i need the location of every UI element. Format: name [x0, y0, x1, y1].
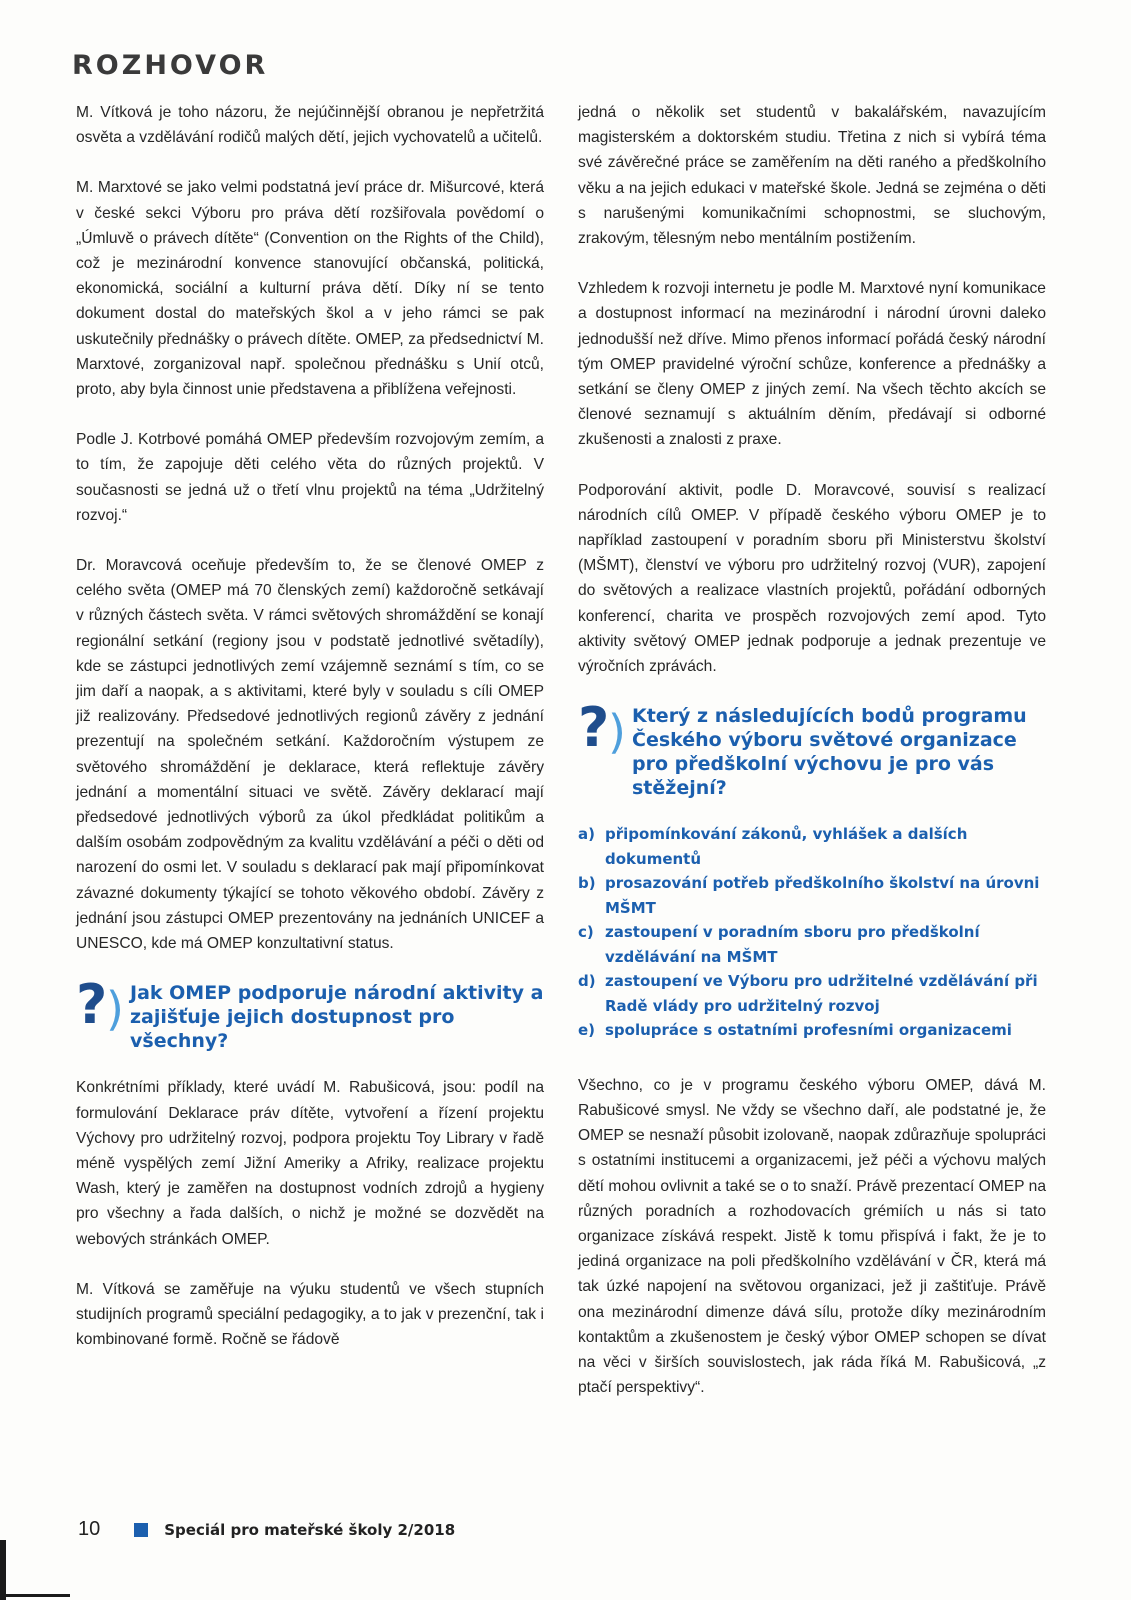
- right-column: [578, 100, 1046, 1425]
- option-letter: b): [578, 874, 596, 893]
- bracket-icon: ): [608, 705, 626, 760]
- option-text: zastoupení ve Výboru pro udržitelné vzdělávání při Radě vlády pro udržitelný rozvoj: [605, 972, 1038, 1015]
- paragraph: Konkrétními příklady, které uvádí M. Rabušicová, jsou: podíl na formulování Deklarace práv dítěte, vytvoření a řízení projektu Výchovy pro udržitelný rozvoj, podpora projektu Toy Library v řadě méně vyspělých zemí Jižní Ameriky a Afriky, realizace projektu Wash, který je zaměřen na dostupnost vodních zdrojů a hygieny pro všechny a řada dalších, o nichž je možné se dozvědět na webových stránkách OMEP.: [76, 1079, 544, 1248]
- question-heading: Který z následujících bodů programu Českého výboru světové organizace pro předškolní výchovu je pro vás stěžejní?: [632, 705, 1027, 800]
- option-letter: d): [578, 972, 596, 991]
- left-column: [76, 100, 544, 1377]
- option-text: spolupráce s ostatními profesními organizacemi: [605, 1021, 1012, 1040]
- question-block: [578, 696, 1046, 800]
- list-item: [578, 920, 1046, 969]
- list-item: [578, 871, 1046, 920]
- list-item: [578, 969, 1046, 1018]
- scan-edge: [0, 1594, 70, 1597]
- list-item: [578, 1018, 1046, 1043]
- question-mark-icon: ?: [76, 973, 108, 1037]
- paragraph: Podporování aktivit, podle D. Moravcové, souvisí s realizací národních cílů OMEP. V případě českého výboru OMEP je to například zastoupení v poradním sboru při Ministerstvu školství (MŠMT), členství ve výboru pro udržitelný rozvoj (VUR), zapojení do světových a realizace vlastních projektů, pořádání odborných konferencí, charita ve prospěch rozvojových zemí apod. Tyto aktivity světový OMEP jednak podporuje a jednak prezentuje ve výročních zprávách.: [578, 481, 1046, 676]
- page-footer: [78, 1518, 455, 1541]
- option-text: zastoupení v poradním sboru pro předškolní vzdělávání na MŠMT: [605, 923, 980, 966]
- option-text: připomínkování zákonů, vyhlášek a dalších dokumentů: [605, 825, 968, 868]
- scan-edge: [0, 1540, 6, 1600]
- option-text: prosazování potřeb předškolního školství na úrovni MŠMT: [605, 874, 1040, 917]
- bracket-icon: ): [106, 982, 124, 1037]
- square-icon: [134, 1523, 148, 1537]
- question-mark-icon: ?: [578, 696, 610, 760]
- paragraph: M. Vítková se zaměřuje na výuku studentů ve všech stupních studijních programů speciální pedagogiky, a to jak v prezenční, tak i kombinované formě. Ročně se řádově: [76, 1280, 544, 1349]
- paragraph: Všechno, co je v programu českého výboru OMEP, dává M. Rabušicové smysl. Ne vždy se všechno daří, ale podstatné je, že OMEP se nesnaží působit izolovaně, naopak zdůrazňuje spolupráci s ostatními institucemi a organizacemi, jež péči a výchovu malých dětí mohou ovlivnit a také se o to snaží. Právě prezentací OMEP na různých poradních a rozhodovacích grémiích u nás si tato organizace získává respekt. Jistě k tomu přispívá i fakt, že je to jediná organizace na poli předškolního vzdělávání v ČR, která má tak úzké napojení na světovou organizaci, jež ji zaštiťuje. Právě ona mezinárodní dimenze dává sílu, protože díky mezinárodním kontaktům a zkušenostem je český výbor OMEP schopen se dívat na věci v širších souvislostech, jak ráda říká M. Rabušicová, „z ptačí perspektivy“.: [578, 1076, 1046, 1397]
- page-number: 10: [78, 1518, 101, 1540]
- paragraph: Dr. Moravcová oceňuje především to, že se členové OMEP z celého světa (OMEP má 70 členských zemí) každoročně setkávají v různých částech světa. V rámci světových shromáždění se konají regionální setkání (regiony jsou v podstatě jednotlivé světadíly), kde se zástupci jednotlivých zemí vzájemně seznámí s tím, co se jim daří a naopak, a s aktivitami, které byly v souladu s cíli OMEP již realizovány. Předsedové jednotlivých regionů závěry z jednání prezentují na společném setkání. Každoročním výstupem ze světového shromáždění je deklarace, která reflektuje závěry jednání a momentální situaci ve světě. Závěry deklarací mají předsedové jednotlivých výborů za úkol předkládat politikům a dalším osobám zodpovědným za kvalitu vzdělávání a péči o děti od narození do osmi let. V souladu s deklarací pak mají připomínkovat závazné dokumenty týkající se tohoto věkového období. Závěry z jednání jsou zástupci OMEP prezentovány na jednáních UNICEF a UNESCO, kde má OMEP konzultativní status.: [76, 557, 544, 953]
- list-item: [578, 822, 1046, 871]
- paragraph: M. Marxtové se jako velmi podstatná jeví práce dr. Mišurcové, která v české sekci Výboru pro práva dětí rozšiřovala povědomí o „Úmluvě o právech dítěte“ (Convention on the Rights of the Child), což je mezinárodní konvence stanovující občanská, politická, ekonomická, sociální a kulturní práva dětí. Díky ní se tento dokument dostal do mateřských škol a v jeho rámci se pak uskutečnily přednášky o právech dítěte. OMEP, za předsednictví M. Marxtové, zorganizoval např. společnou přednášku s Unií otců, proto, aby byla činnost unie představena a přiblížena veřejnosti.: [76, 179, 544, 399]
- paragraph: M. Vítková je toho názoru, že nejúčinnější obranou je nepřetržitá osvěta a vzdělávání rodičů malých dětí, jejich vychovatelů a učitelů.: [76, 104, 544, 147]
- option-letter: e): [578, 1021, 596, 1040]
- option-letter: a): [578, 825, 595, 844]
- option-letter: c): [578, 923, 594, 942]
- paragraph: Podle J. Kotrbové pomáhá OMEP především rozvojovým zemím, a to tím, že zapojuje děti celého věta do různých projektů. V současnosti se jedná už o třetí vlnu projektů na téma „Udržitelný rozvoj.“: [76, 431, 544, 524]
- paragraph: jedná o několik set studentů v bakalářském, navazujícím magisterském a doktorském studiu. Třetina z nich si vybírá téma své závěrečné práce se zaměřením na děti raného a předškolního věku a na jejich edukaci v mateřské škole. Jedná se zejména o děti s narušenými komunikačními schopnostmi, se sluchovým, zrakovým, tělesným nebo mentálním postižením.: [578, 104, 1046, 248]
- question-block: [76, 973, 544, 1053]
- publication-title: Speciál pro mateřské školy 2/2018: [164, 1520, 456, 1539]
- paragraph: Vzhledem k rozvoji internetu je podle M. Marxtové nyní komunikace a dostupnost informací na mezinárodní i národní úrovni daleko jednodušší než dříve. Mimo přenos informací pořádá český národní tým OMEP pravidelné výroční schůze, konference a přednášky a setkání se členy OMEP z jiných zemí. Na všech těchto akcích se členové seznamují s aktuálním děním, předávají si odborné zkušenosti a znalosti z praxe.: [578, 280, 1046, 449]
- section-label: ROZHOVOR: [72, 50, 269, 81]
- question-heading: Jak OMEP podporuje národní aktivity a zajišťuje jejich dostupnost pro všechny?: [130, 982, 544, 1053]
- answer-options: [578, 822, 1046, 1043]
